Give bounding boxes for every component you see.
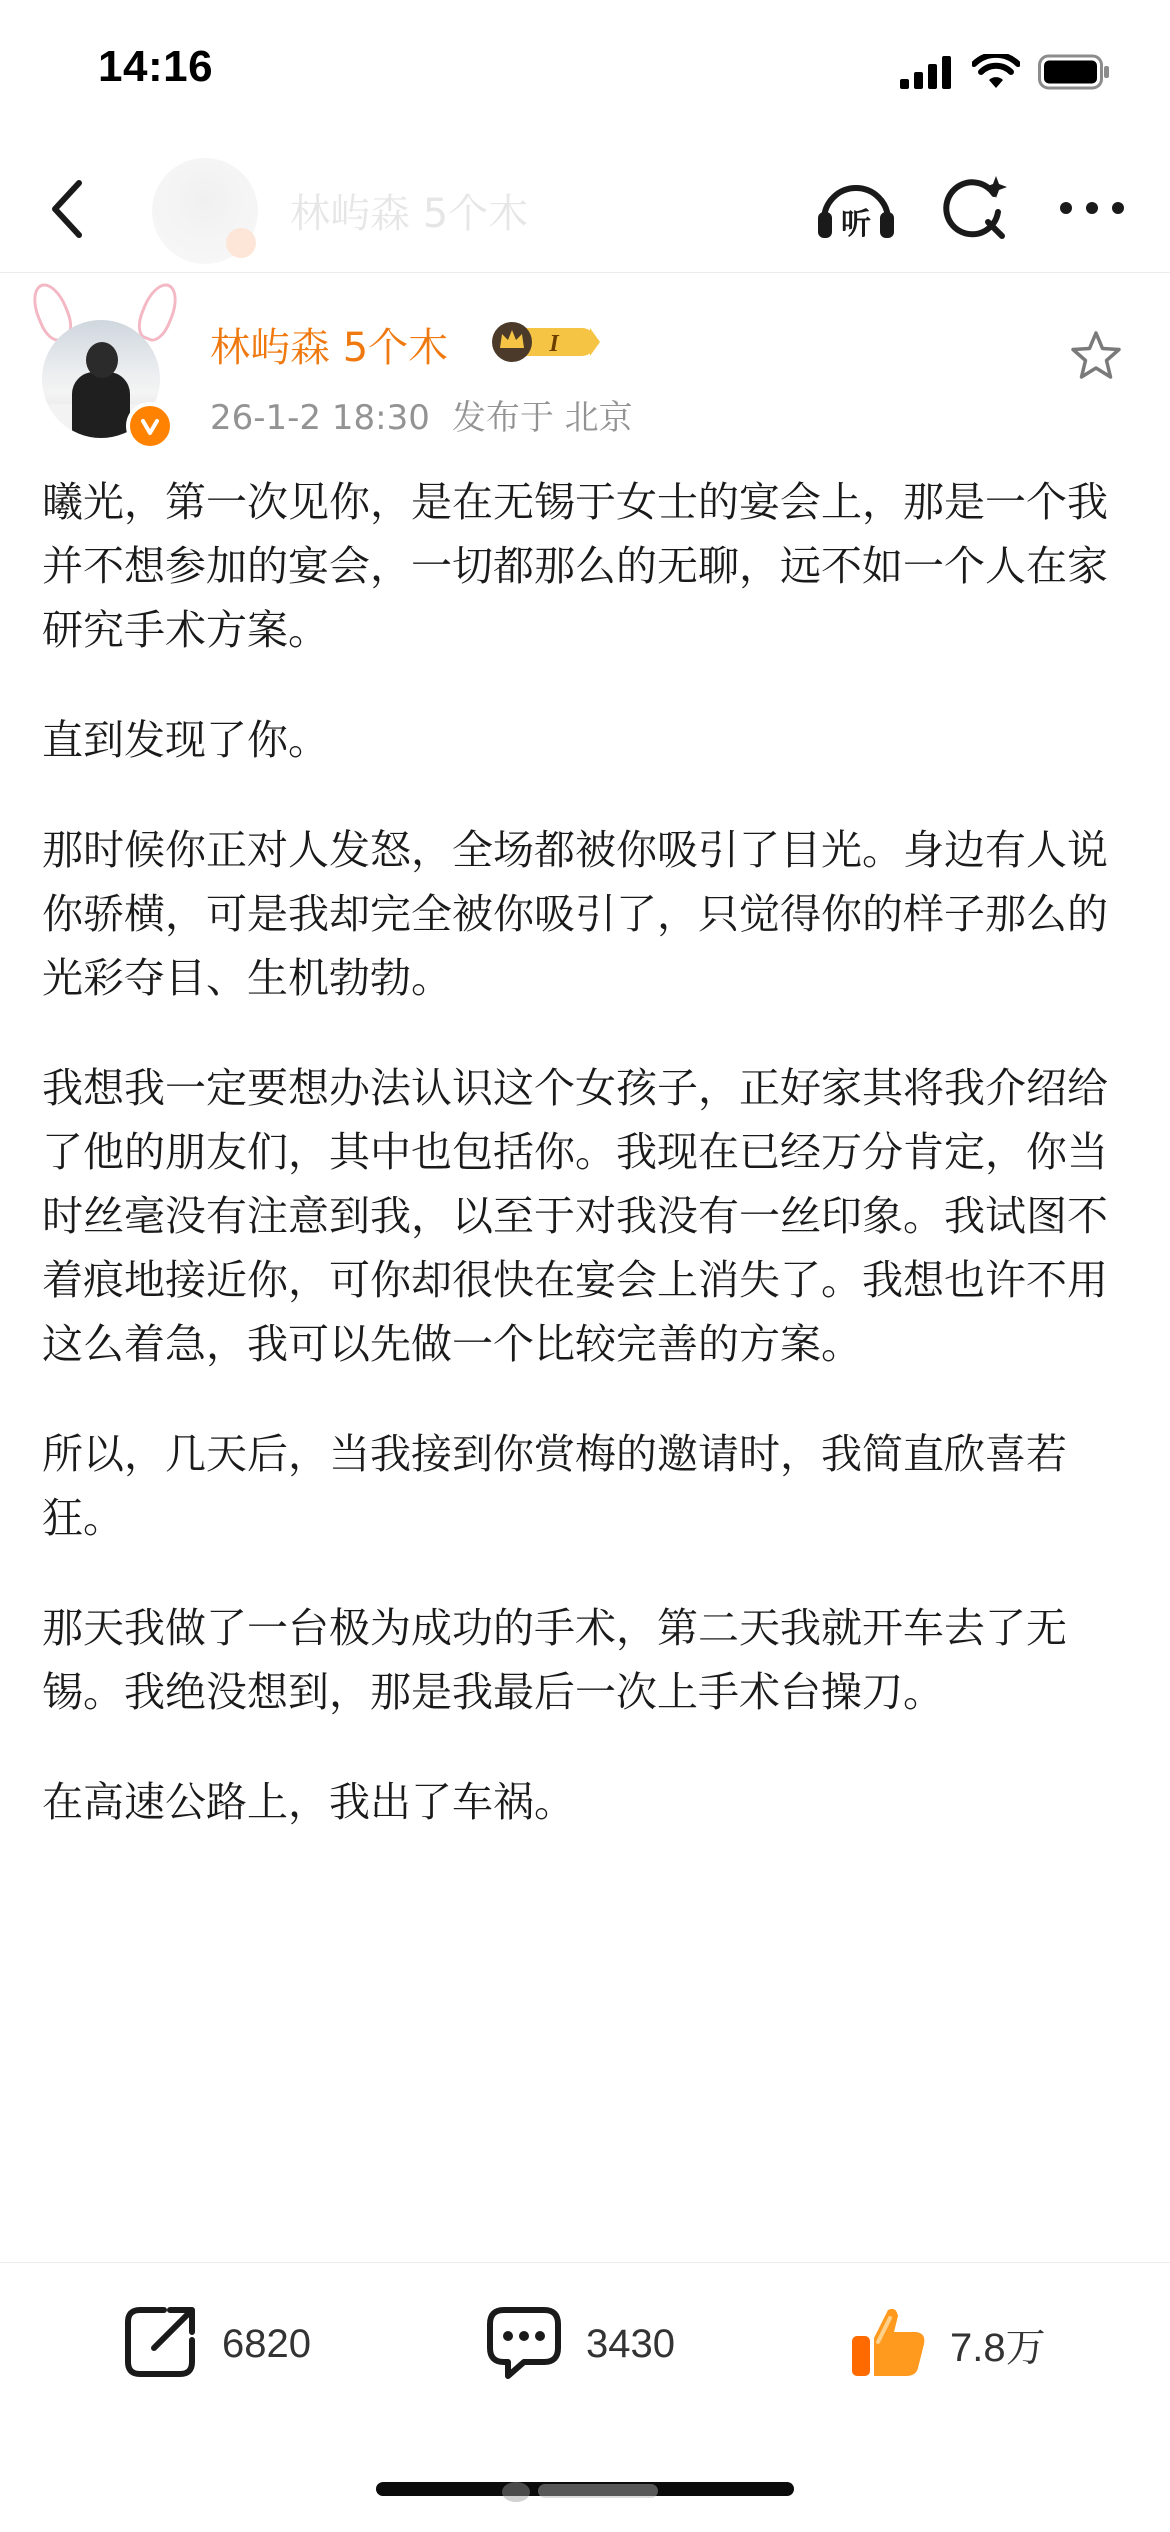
post-paragraph: 所以，几天后，当我接到你赏梅的邀请时，我简直欣喜若狂。 [42, 1430, 1067, 1542]
battery-icon [1038, 54, 1110, 94]
author-name[interactable]: 林屿森 5个木 [210, 325, 449, 371]
listen-headphones-icon [814, 172, 898, 248]
post-meta [210, 390, 633, 439]
post-paragraph: 曦光，第一次见你，是在无锡于女士的宴会上，那是一个我并不想参加的宴会，一切都那么的无聊，远不如一个人在家研究手术方案。 [42, 478, 1108, 654]
favorite-button[interactable] [1066, 328, 1126, 388]
listen-label: 听 [841, 207, 871, 242]
status-icons [900, 54, 1110, 94]
star-icon [1069, 330, 1123, 386]
cellular-signal-icon [900, 55, 954, 93]
comment-count: 3430 [586, 2321, 675, 2366]
post-paragraph: 我想我一定要想办法认识这个女孩子，正好家其将我介绍给了他的朋友们，其中也包括你。我现在已经万分肯定，你当时丝毫没有注意到我，以至于对我没有一丝印象。我试图不着痕地接近你，可你却很快在宴会上消失了。我想也许不用这么着急，我可以先做一个比较完善的方案。 [42, 1064, 1108, 1368]
nav-bar [0, 150, 1170, 273]
post-content [42, 470, 1132, 1880]
status-time: 14:16 [98, 42, 214, 91]
post-paragraph: 在高速公路上，我出了车祸。 [42, 1778, 575, 1826]
author-avatar-wrap[interactable] [30, 282, 180, 442]
member-badge-label: I [549, 331, 559, 357]
back-arrow-icon [47, 179, 87, 243]
nav-title: 林屿森 5个木 [290, 191, 529, 237]
share-button[interactable] [120, 2299, 311, 2389]
nav-actions [814, 168, 1134, 252]
verified-badge-icon [126, 402, 174, 450]
post-timestamp: 26-1-2 18:30 [210, 398, 430, 438]
author-header [0, 272, 1170, 442]
like-count: 7.8万 [950, 2325, 1046, 2370]
thumbs-up-icon [848, 2302, 928, 2386]
like-button[interactable] [848, 2299, 1046, 2389]
comment-icon [484, 2302, 564, 2386]
more-button[interactable] [1050, 168, 1134, 252]
status-bar [0, 0, 1170, 150]
post-location: 发布于 北京 [451, 398, 633, 438]
search-button[interactable] [932, 168, 1016, 252]
back-button[interactable] [30, 174, 104, 248]
listen-button[interactable] [814, 168, 898, 252]
action-bar [0, 2262, 1170, 2423]
post-paragraph: 那天我做了一台极为成功的手术，第二天我就开车去了无锡。我绝没想到，那是我最后一次上手术台操刀。 [42, 1604, 1067, 1716]
search-icon [938, 172, 1010, 248]
watermark-icon [498, 2470, 668, 2510]
wifi-icon [972, 54, 1020, 94]
post-paragraph: 直到发现了你。 [42, 716, 329, 764]
share-icon [120, 2302, 200, 2386]
nav-avatar[interactable] [152, 158, 258, 264]
post-paragraph: 那时候你正对人发怒，全场都被你吸引了目光。身边有人说你骄横，可是我却完全被你吸引了，只觉得你的样子那么的光彩夺目、生机勃勃。 [42, 826, 1108, 1002]
share-count: 6820 [222, 2321, 311, 2366]
member-badge[interactable] [490, 320, 602, 362]
comment-button[interactable] [484, 2299, 675, 2389]
more-icon [1056, 198, 1128, 222]
